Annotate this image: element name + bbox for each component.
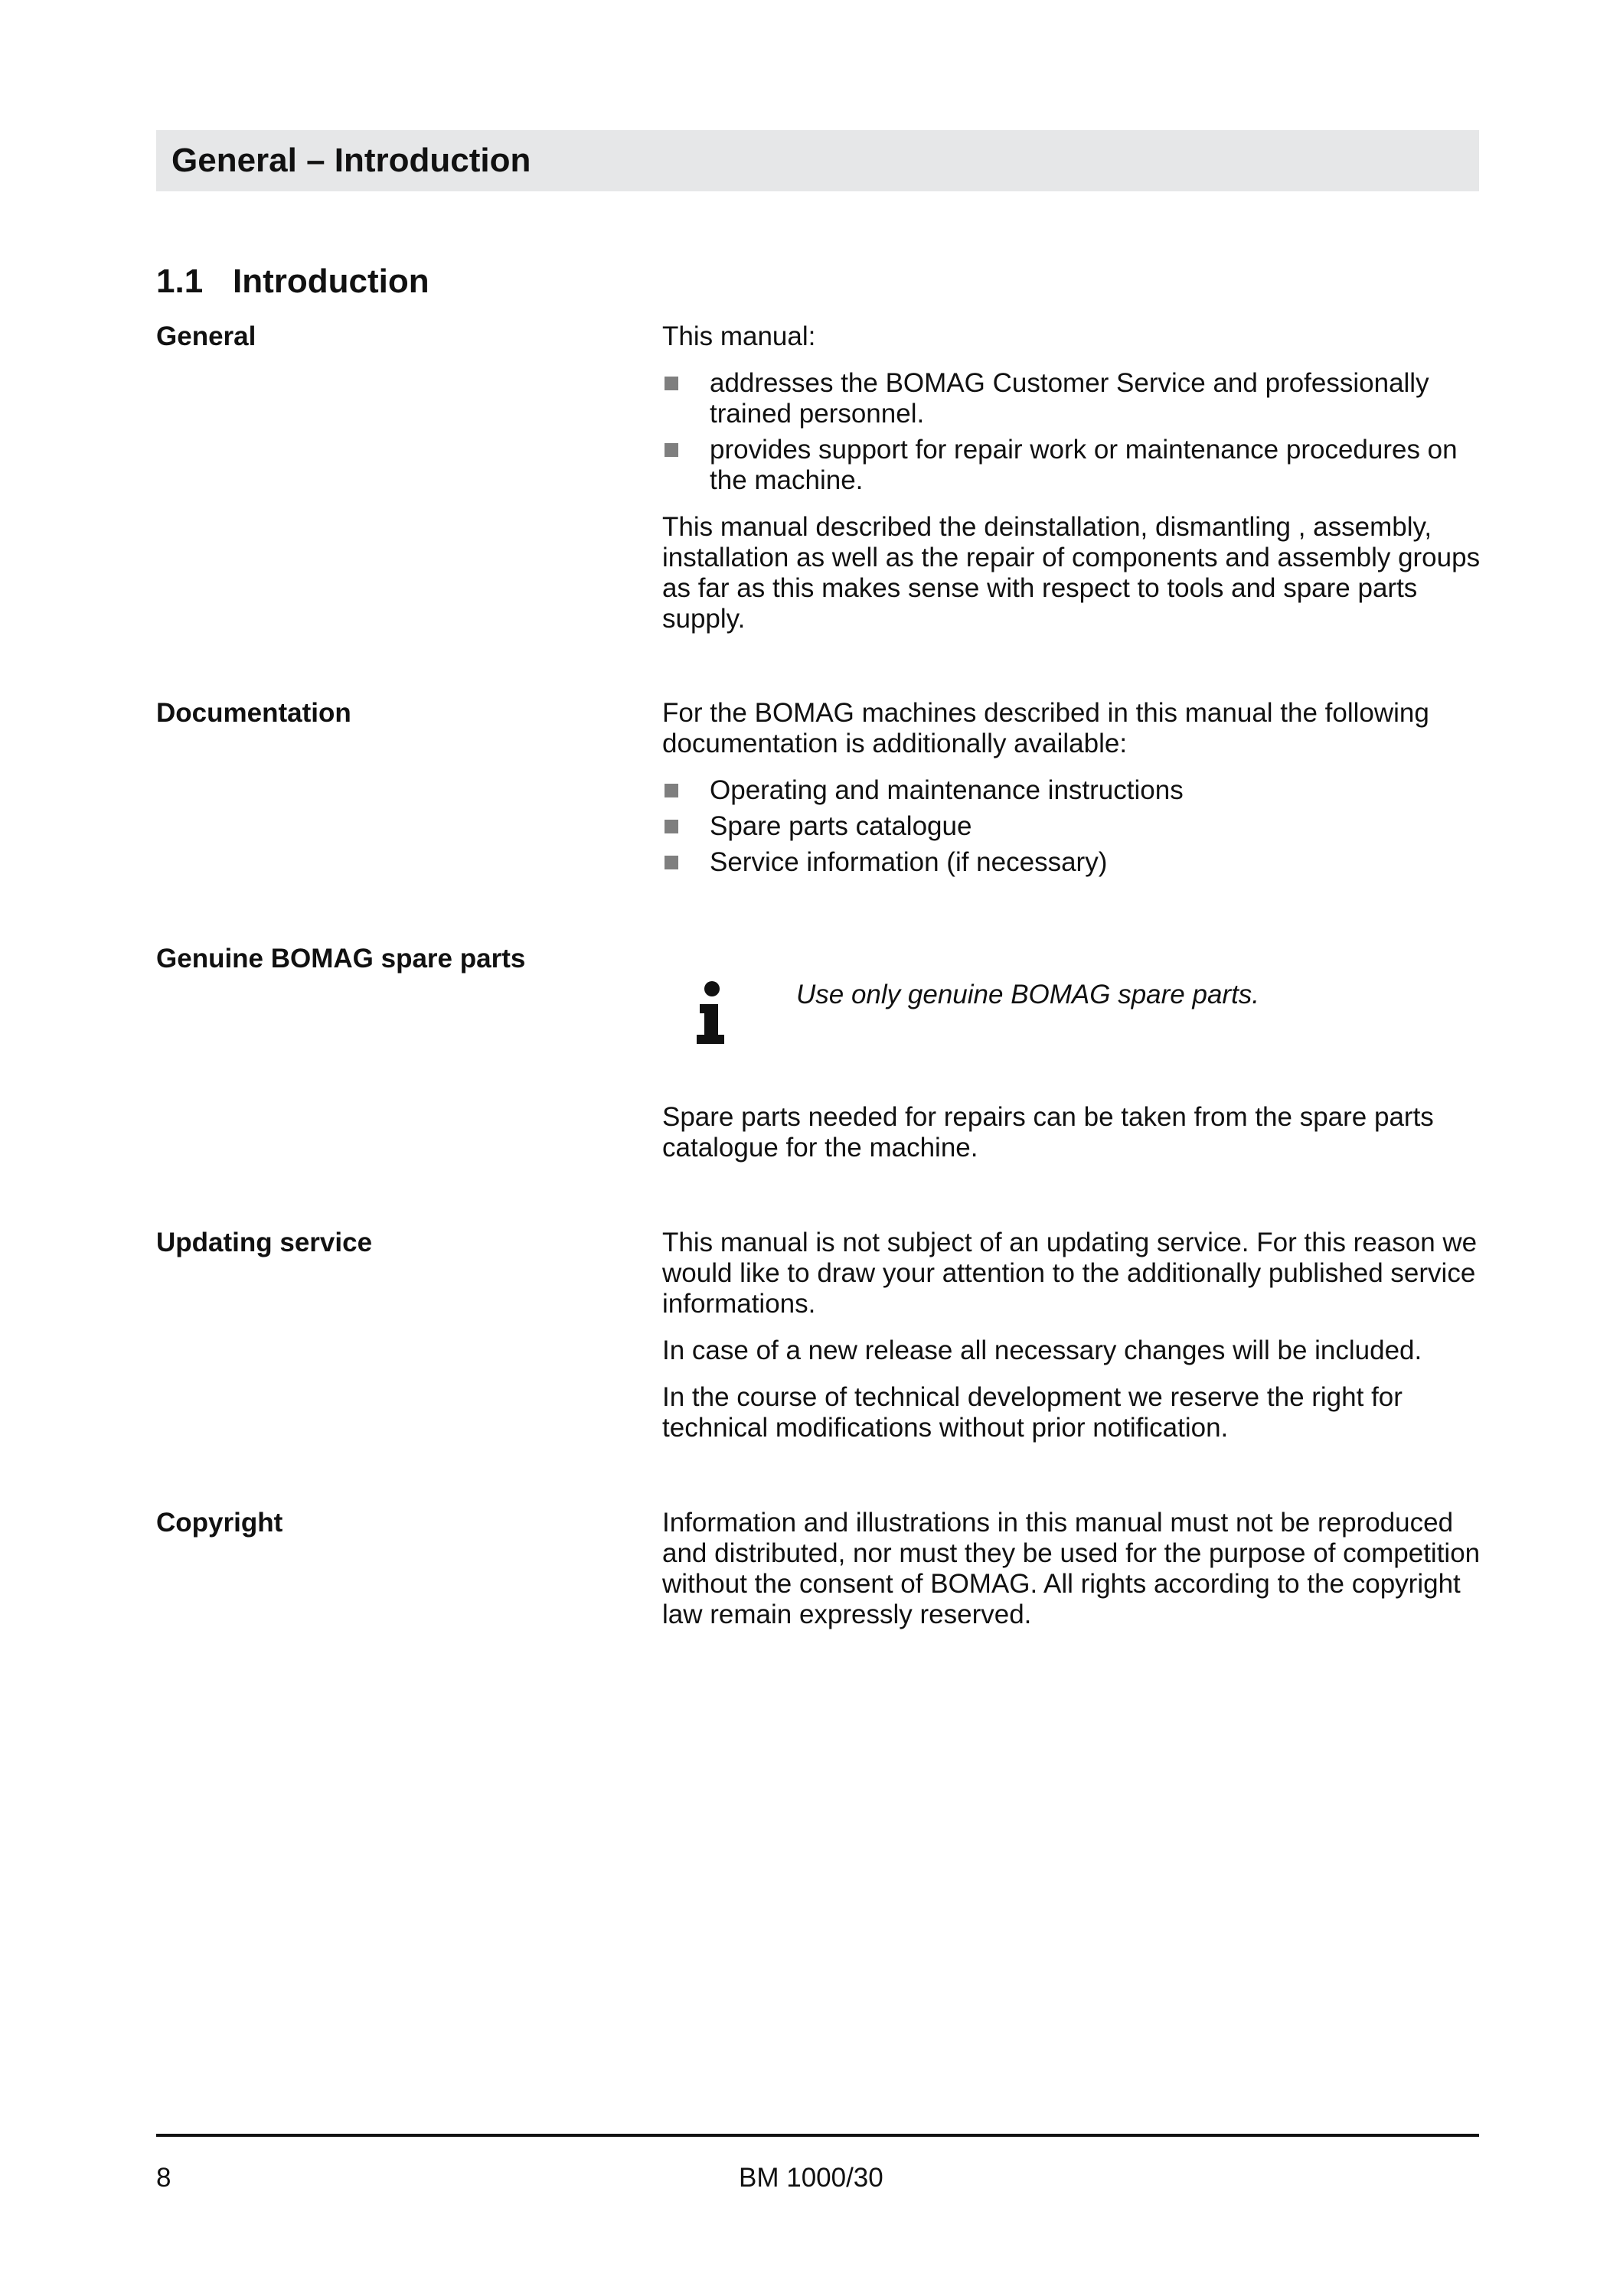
info-icon xyxy=(689,980,735,1049)
list-item-text: Spare parts catalogue xyxy=(710,811,972,841)
footer-divider xyxy=(156,2134,1479,2137)
section-heading xyxy=(156,259,429,305)
updating-paragraph: This manual is not subject of an updating service. For this reason we would like to draw your attention to the additionally published service informations. xyxy=(662,1228,1478,1319)
updating-paragraph: In the course of technical development we reserve the right for technical modifications without prior notification. xyxy=(662,1382,1403,1443)
general-block xyxy=(662,321,1481,651)
square-bullet-icon xyxy=(665,856,678,869)
list-item-text: addresses the BOMAG Customer Service and professionally trained personnel. xyxy=(710,368,1429,429)
copyright-block xyxy=(662,1508,1481,1646)
spare-parts-paragraph: Spare parts needed for repairs can be taken from the spare parts catalogue for the machine. xyxy=(662,1102,1434,1163)
copyright-paragraph: Information and illustrations in this manual must not be reproduced and distributed, nor must they be used for the purpose of competition without the consent of BOMAG. All rights according to the copyright law remain expressly reserved. xyxy=(662,1508,1481,1629)
spare-parts-label: Genuine BOMAG spare parts xyxy=(156,944,526,974)
general-intro: This manual: xyxy=(662,321,816,351)
general-label: General xyxy=(156,321,256,351)
documentation-intro: For the BOMAG machines described in this manual the following documentation is additionally available: xyxy=(662,698,1429,758)
page-number: 8 xyxy=(156,2163,171,2193)
list-item xyxy=(662,435,1481,496)
updating-label: Updating service xyxy=(156,1228,373,1257)
general-bullet-list xyxy=(662,368,1481,496)
chapter-header-bar xyxy=(156,130,1479,191)
copyright-label: Copyright xyxy=(156,1508,283,1538)
section-title: Introduction xyxy=(233,263,429,300)
list-item-text: provides support for repair work or maintenance procedures on the machine. xyxy=(710,435,1458,495)
square-bullet-icon xyxy=(665,784,678,797)
section-number: 1.1 xyxy=(156,263,204,300)
general-paragraph: This manual described the deinstallation, dismantling , assembly, installation as well as the repair of components and assembly groups as far as this makes sense with respect to tools and spare parts supply. xyxy=(662,512,1481,634)
spare-parts-note: Use only genuine BOMAG spare parts. xyxy=(796,980,1260,1009)
list-item-text: Operating and maintenance instructions xyxy=(710,775,1184,805)
list-item xyxy=(662,368,1481,429)
square-bullet-icon xyxy=(665,377,678,390)
updating-block xyxy=(662,1228,1481,1459)
document-id: BM 1000/30 xyxy=(739,2163,883,2193)
documentation-bullet-list xyxy=(662,775,1481,878)
list-item-text: Service information (if necessary) xyxy=(710,847,1108,877)
list-item xyxy=(662,811,1481,842)
documentation-block xyxy=(662,698,1481,894)
updating-paragraph: In case of a new release all necessary changes will be included. xyxy=(662,1336,1422,1365)
spare-parts-block xyxy=(662,1102,1481,1179)
square-bullet-icon xyxy=(665,443,678,457)
list-item xyxy=(662,775,1481,806)
list-item xyxy=(662,847,1481,878)
chapter-title: General – Introduction xyxy=(171,142,531,179)
square-bullet-icon xyxy=(665,820,678,833)
documentation-label: Documentation xyxy=(156,698,351,728)
